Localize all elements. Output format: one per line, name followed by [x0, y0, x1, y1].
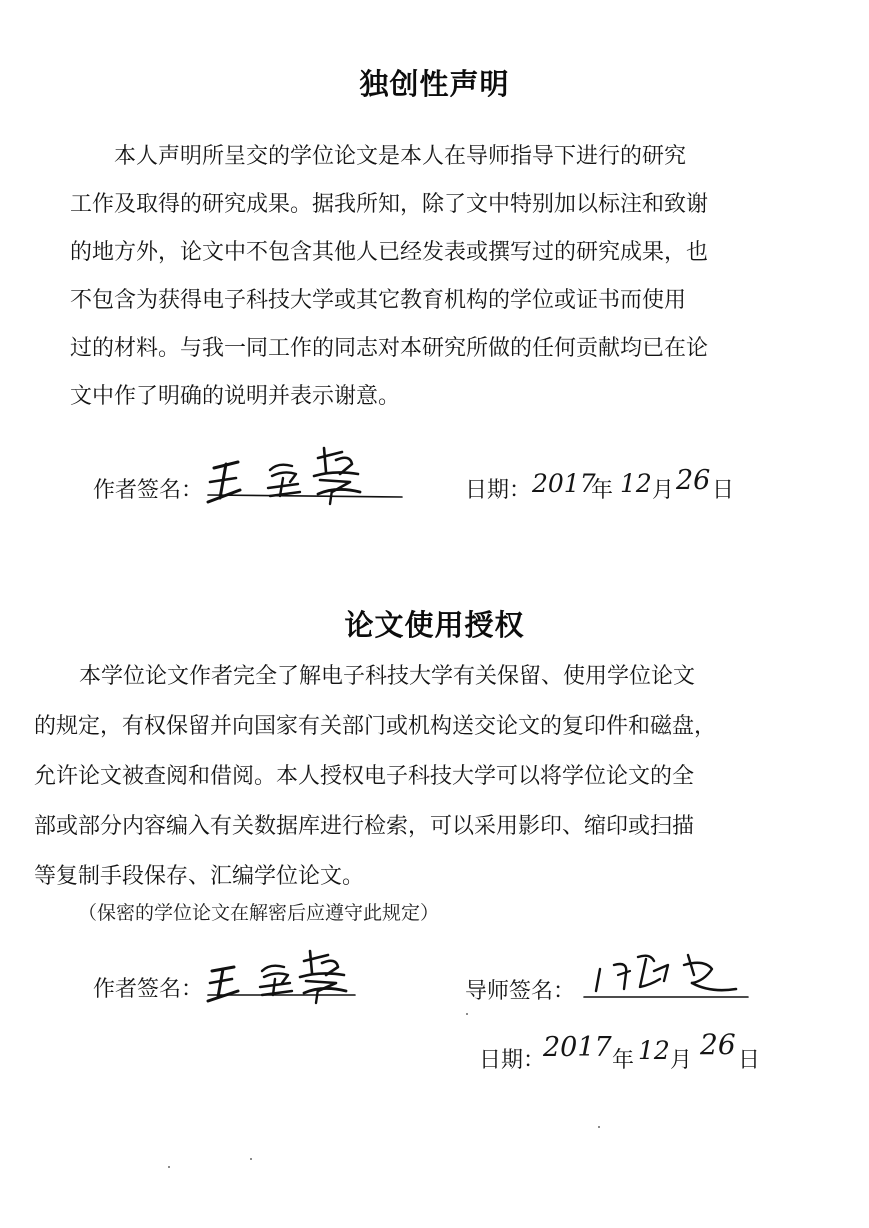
paragraph-line: 不包含为获得电子科技大学或其它教育机构的学位或证书而使用: [70, 288, 687, 313]
handwritten-year: 2017: [543, 1032, 612, 1063]
paragraph-line: 过的材料。与我一同工作的同志对本研究所做的任何贡献均已在论: [70, 336, 709, 361]
supervisor-signature: [580, 935, 755, 1010]
handwritten-day: 26: [700, 1028, 736, 1061]
paragraph-line: 的地方外，论文中不包含其他人已经发表或撰写过的研究成果，也: [70, 240, 709, 265]
month-unit: 月: [670, 1048, 693, 1073]
paragraph-line: 部或部分内容编入有关数据库进行检索，可以采用影印、缩印或扫描: [34, 814, 695, 839]
date-label: 日期：: [465, 478, 532, 503]
paragraph-line: 的规定，有权保留并向国家有关部门或机构送交论文的复印件和磁盘，: [34, 714, 717, 739]
scan-speck: [466, 1013, 468, 1015]
month-unit: 月: [652, 478, 675, 503]
paragraph-line: 文中作了明确的说明并表示谢意。: [70, 384, 401, 409]
paragraph-line: 允许论文被查阅和借阅。本人授权电子科技大学可以将学位论文的全: [34, 764, 695, 789]
author-signature-label: 作者签名：: [93, 977, 204, 1002]
paragraph-line: 本学位论文作者完全了解电子科技大学有关保留、使用学位论文: [79, 664, 696, 689]
authorization-paragraph: [34, 652, 786, 902]
paragraph-line: 等复制手段保存、汇编学位论文。: [34, 864, 365, 889]
paragraph-line: 工作及取得的研究成果。据我所知，除了文中特别加以标注和致谢: [70, 192, 709, 217]
handwritten-month: 12: [620, 469, 652, 498]
originality-title: 独创性声明: [359, 67, 510, 101]
scan-speck: [598, 1126, 600, 1128]
author-signature-2: [200, 945, 370, 1015]
year-unit: 年: [612, 1048, 635, 1073]
authorization-title: 论文使用授权: [344, 608, 525, 642]
paragraph-line: 本人声明所呈交的学位论文是本人在导师指导下进行的研究: [114, 144, 687, 169]
day-unit: 日: [738, 1048, 761, 1073]
scan-speck: [250, 1158, 252, 1160]
handwritten-year: 2017: [532, 469, 596, 498]
scan-speck: [168, 1166, 170, 1168]
handwritten-day: 26: [676, 465, 711, 496]
handwritten-month: 12: [638, 1036, 670, 1065]
day-unit: 日: [712, 478, 735, 503]
year-unit: 年: [591, 478, 614, 503]
date-label: 日期：: [479, 1048, 546, 1073]
author-signature-1: [200, 440, 410, 520]
confidentiality-note: （保密的学位论文在解密后应遵守此规定）: [78, 902, 440, 924]
supervisor-signature-label: 导师签名：: [465, 979, 576, 1004]
originality-paragraph: [70, 133, 786, 421]
author-signature-label: 作者签名：: [93, 478, 204, 503]
